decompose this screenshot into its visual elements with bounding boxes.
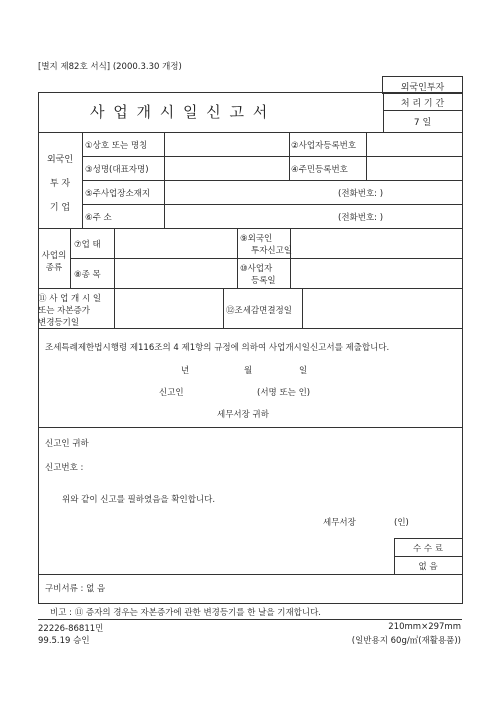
required-documents: 구비서류 : 없 음 — [45, 584, 106, 594]
field-company-name-label: ①상호 또는 명칭 — [85, 141, 148, 151]
field-investment-date-label-2: 투자신고일 — [251, 246, 293, 256]
company-group-label-3: 기 업 — [49, 203, 71, 213]
form-title: 사 업 개 시 일 신 고 서 — [90, 103, 270, 121]
business-group-label-1: 사업의 — [41, 251, 67, 261]
field-business-item-label: ⑧종 목 — [74, 270, 101, 280]
signature-label: (서명 또는 인) — [257, 388, 311, 398]
form-code: 22226-86811민 — [38, 624, 104, 634]
field-main-office-label: ⑤주사업장소재지 — [85, 189, 151, 199]
company-group-label-1: 외국인 — [46, 155, 74, 165]
field-investment-date-label-1: ⑨외국인 — [240, 234, 273, 244]
field-registration-date-label-1: ⑩사업자 — [240, 264, 273, 274]
badge-label: 외국인투자 — [400, 83, 445, 93]
applicant-label: 신고인 — [159, 388, 184, 398]
approval-date: 99.5.19 승인 — [38, 636, 90, 646]
processing-period-label: 처 리 기 간 — [400, 99, 445, 109]
form-number: [별지 제82호 서식] (2000.3.30 개정) — [38, 62, 182, 72]
processing-period-value: 7 일 — [413, 118, 432, 128]
field-resident-no-label: ④주민등록번호 — [291, 165, 348, 175]
company-group-label-2: 투 자 — [49, 179, 71, 189]
date-month-label: 월 — [244, 366, 253, 376]
field-representative-label: ③성명(대표자명) — [85, 165, 149, 175]
declaration-sentence: 조세특례제한법시행령 제116조의 4 제1항의 규정에 의하여 사업개시일신고서를 제출합니다. — [45, 343, 390, 353]
field-address-label: ⑥주 소 — [85, 213, 112, 223]
field-business-type-label: ⑦업 태 — [74, 240, 101, 250]
paper-size: 210mm×297mm — [388, 622, 461, 632]
field-start-date-label-3: 변경등기일 — [38, 318, 80, 328]
date-year-label: 년 — [181, 366, 190, 376]
report-number-label: 신고번호 : — [45, 463, 84, 473]
field-start-date-label-2: 또는 자본증가 — [38, 306, 90, 316]
fee-value: 없 음 — [418, 562, 438, 572]
field-registration-date-label-2: 등록일 — [251, 276, 276, 286]
field-business-reg-no-label: ②사업자등록번호 — [291, 141, 357, 151]
phone-field-2: (전화번호: ) — [338, 213, 384, 223]
remarks-note: 비고 : ⑪ 증자의 경우는 자본증가에 관한 변경등기를 한 날을 기재합니다. — [50, 608, 321, 618]
phone-field-1: (전화번호: ) — [338, 189, 384, 199]
field-start-date-label-1: ⑪ 사 업 개 시 일 — [38, 294, 102, 304]
paper-spec: (일반용지 60g/㎡(재활용품)) — [351, 636, 461, 646]
tax-office-head-label: 세무서장 — [323, 518, 356, 528]
confirm-statement: 위와 같이 신고를 필하였음을 확인합니다. — [62, 495, 216, 505]
fee-label: 수 수 료 — [412, 544, 444, 554]
field-tax-reduction-date-label: ⑫조세감면결정일 — [226, 306, 292, 316]
recipient-label: 세무서장 귀하 — [217, 410, 269, 420]
business-group-label-2: 종류 — [45, 263, 63, 273]
seal-label: (인) — [394, 518, 409, 528]
confirm-to-label: 신고인 귀하 — [45, 439, 89, 449]
date-day-label: 일 — [299, 366, 308, 376]
